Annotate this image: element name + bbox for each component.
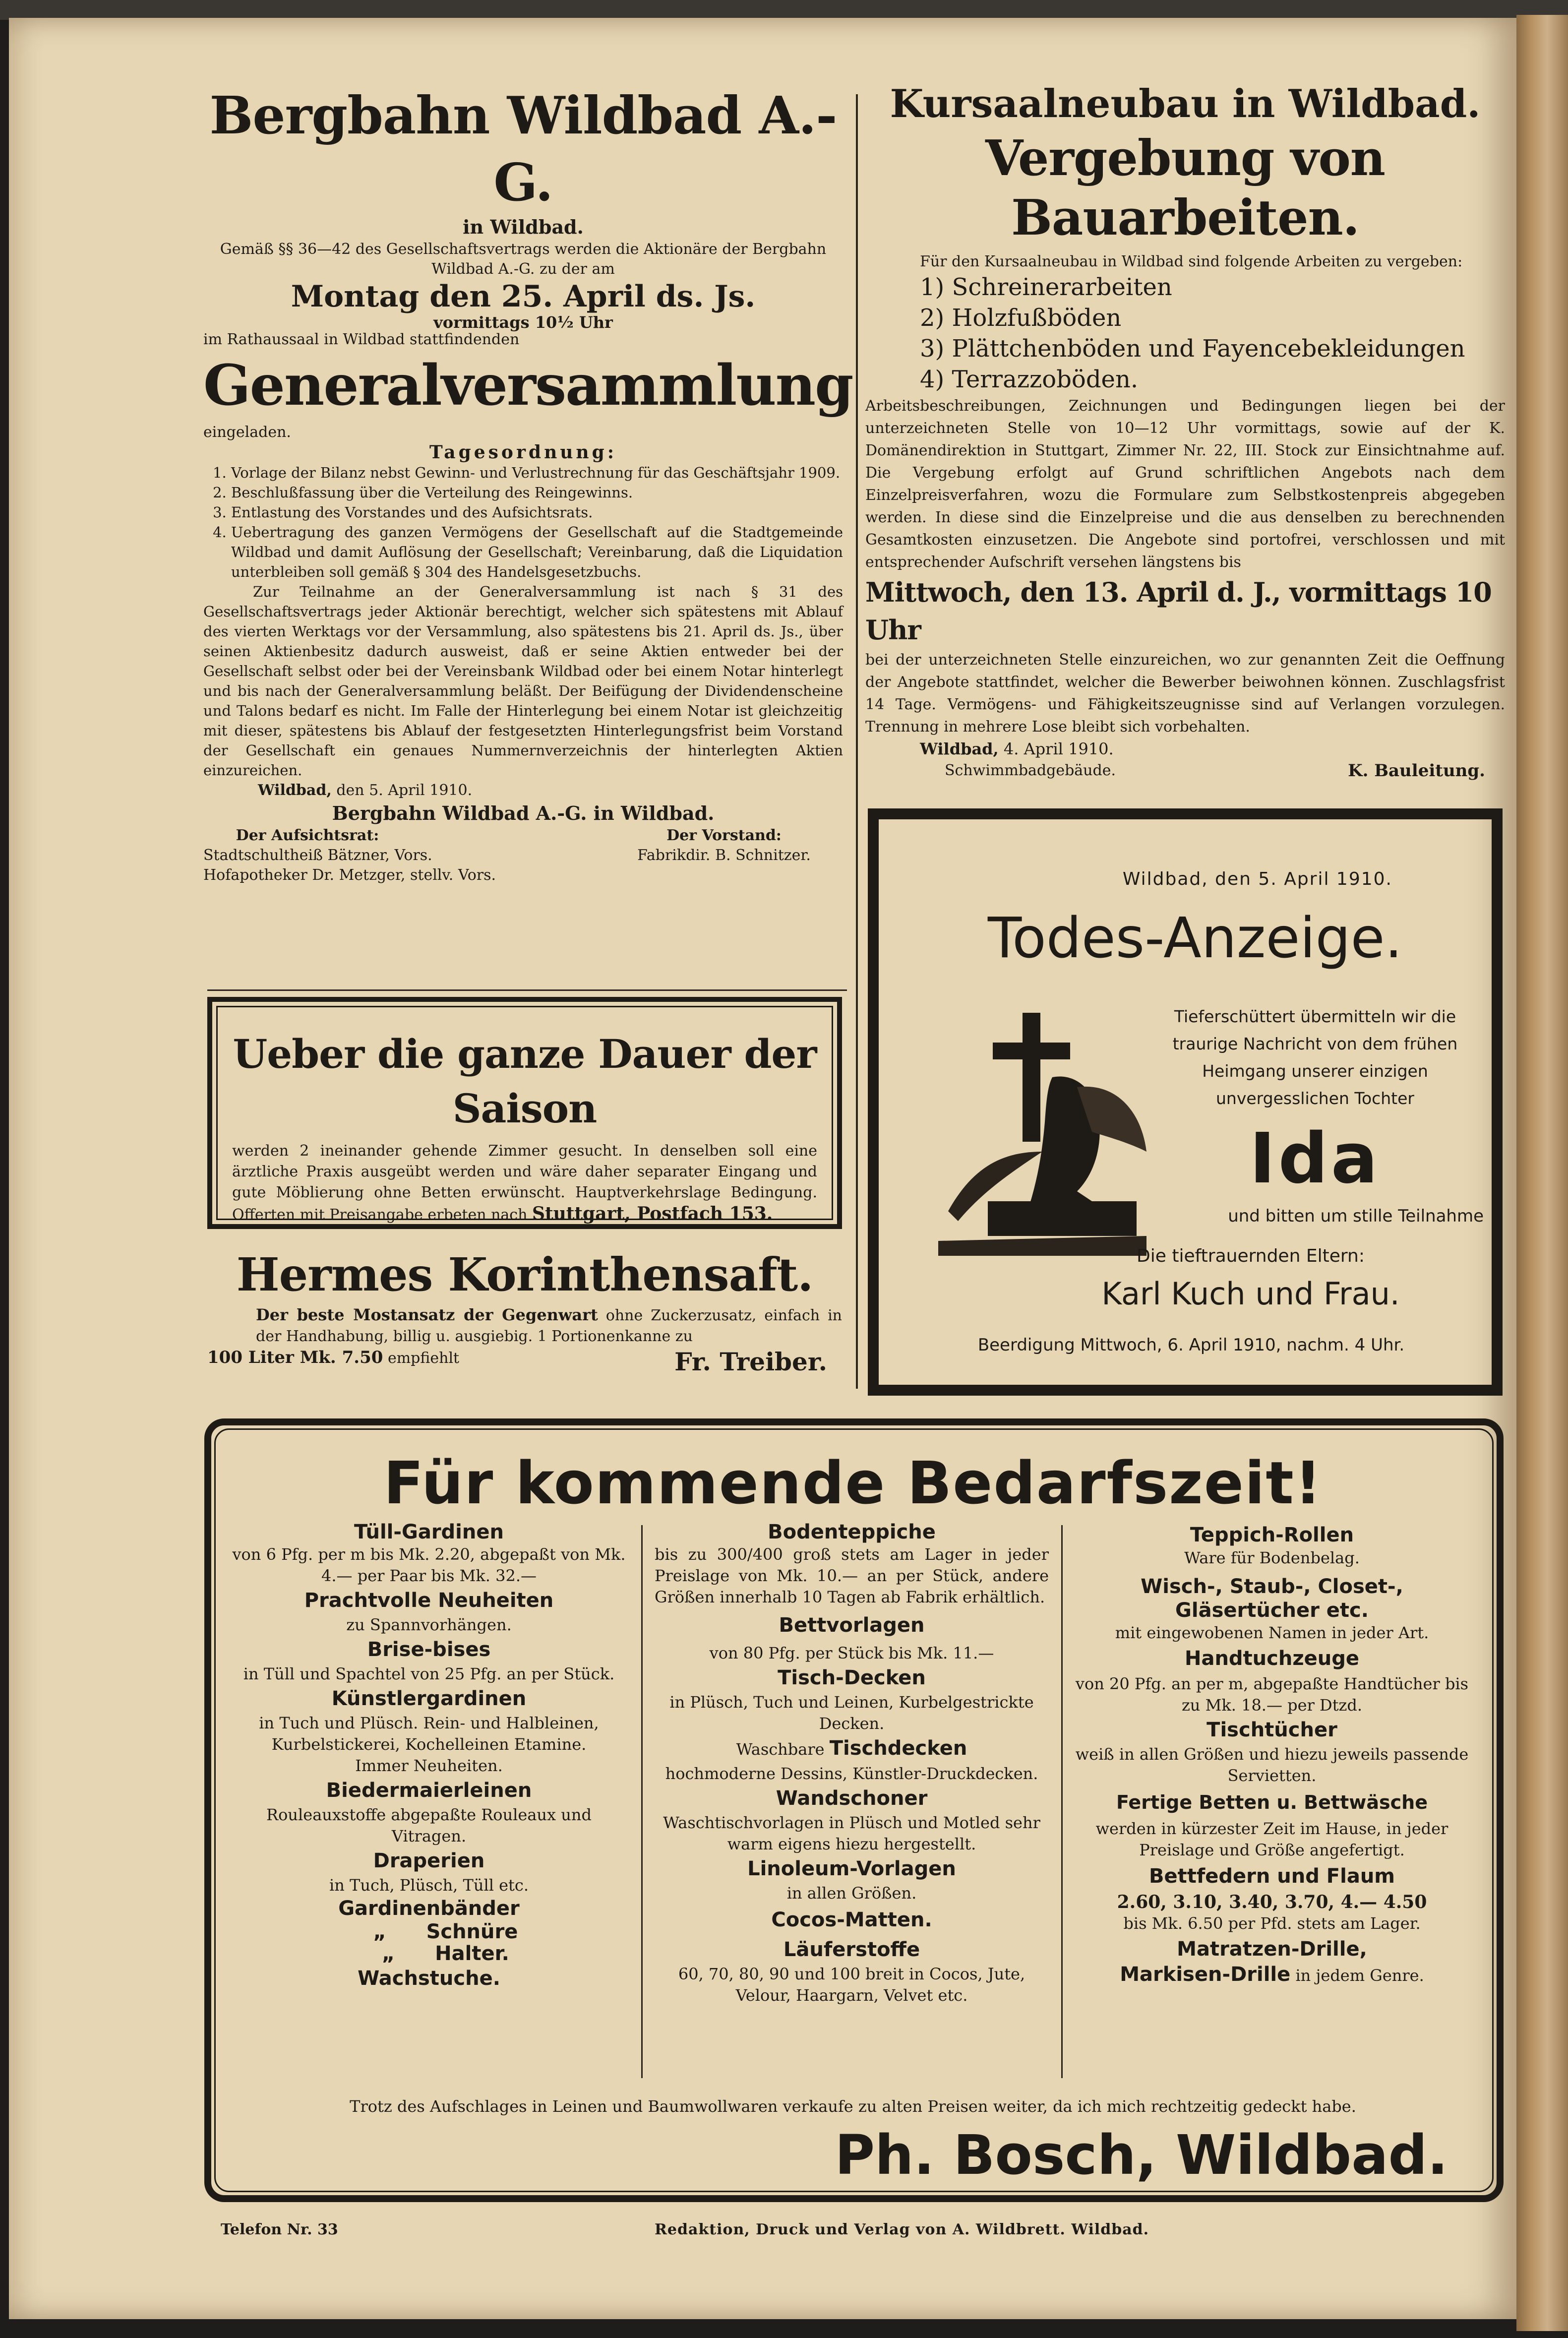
- tischdecken-text: hochmoderne Dessins, Künstler-Druckdecken.: [665, 1764, 1038, 1783]
- markisen-drille-heading: Markisen-Drille: [1120, 1963, 1291, 1986]
- saison-ad-frame: [207, 997, 842, 1229]
- ditto-mark: „: [382, 1942, 395, 1965]
- bettvorlagen-text: von 80 Pfg. per Stück bis Mk. 11.—: [709, 1644, 994, 1662]
- bodenteppiche-text: bis zu 300/400 groß stets am Lager in jeder Preislage von Mk. 10.— an per Stück, andere Größen innerhalb 10 Tagen ab Fabrik erhältlich.: [655, 1545, 1049, 1606]
- agenda-title: Tagesordnung:: [429, 442, 617, 463]
- work-item: 4) Terrazzoböden.: [920, 366, 1139, 393]
- handtuchzeuge-text: von 20 Pfg. an per m, abgepaßte Handtücher bis zu Mk. 18.— per Dtzd.: [1075, 1674, 1469, 1715]
- saison-address: Stuttgart, Postfach 153.: [532, 1203, 773, 1224]
- ditto-mark: „: [373, 1920, 386, 1943]
- kursaal-deadline: Mittwoch, den 13. April d. J., vormittags 10 Uhr: [865, 576, 1492, 646]
- bergbahn-body: Zur Teilnahme an der Generalversammlung ist nach § 31 des Gesellschaftsvertrags jeder Aktionär berechtigt, welcher sich spätestens mit Ablauf des vierten Werktags vor der Versammlung, also spätestens bis 21. April ds. Js., über seinen Aktienbesitz dadurch ausweist, daß er seine Aktien entweder bei der Gesellschaft selbst oder bei der Vereinsbank Wildbad oder bei einem Notar hinterlegt und bis nach der Generalversammlung beläßt. Der Beifügung der Dividendenscheine und Talons bedarf es nicht. Im Falle der Hinterlegung bei einem Notar ist gleichzeitig mit dieser, spätestens bis Ablauf der festgesetzten Hinterlegungsfrist beim Vorstand der Gesellschaft ein genaues Nummernverzeichnis der hinterlegten Aktien einzureichen.: [203, 583, 843, 779]
- bosch-col-divider-1: [641, 1525, 643, 2078]
- work-item: 1) Schreinerarbeiten: [920, 273, 1172, 301]
- kuenstlergardinen-text: in Tuch und Plüsch. Rein- und Halbleinen, Kurbelstickerei, Kochelleinen Etamine.: [259, 1714, 599, 1754]
- kursaal-dateline: [865, 738, 1505, 760]
- schnuere-line: [228, 1921, 630, 1943]
- bettfedern-prices: 2.60, 3.10, 3.40, 3.70, 4.— 4.50: [1117, 1892, 1427, 1912]
- hermes-price: 100 Liter Mk. 7.50: [207, 1348, 383, 1367]
- todes-funeral: Beerdigung Mittwoch, 6. April 1910, nachm. 4 Uhr.: [977, 1335, 1405, 1355]
- kursaal-title: Kursaalneubau in Wildbad.: [890, 81, 1481, 126]
- bergbahn-signature-company: Bergbahn Wildbad A.-G. in Wildbad.: [332, 802, 715, 824]
- kursaal-intro: Für den Kursaalneubau in Wildbad sind folgende Arbeiten zu vergeben:: [920, 253, 1463, 270]
- wachstuche-heading: Wachstuche.: [358, 1967, 500, 1990]
- generalversammlung-title: Generalversammlung: [203, 353, 853, 418]
- hermes-signature: Fr. Treiber.: [674, 1347, 827, 1376]
- biedermaierleinen-text: Rouleauxstoffe abgepaßte Rouleaux und Vitragen.: [266, 1805, 592, 1846]
- kursaal-signature: K. Bauleitung.: [1348, 761, 1485, 781]
- bosch-signature: Ph. Bosch, Wildbad.: [835, 2123, 1448, 2187]
- tuell-gardinen-text: von 6 Pfg. per m bis Mk. 2.20, abgepaßt von Mk. 4.— per Paar bis Mk. 32.—: [232, 1545, 626, 1585]
- tomb-base-icon: [988, 1201, 1137, 1236]
- saison-body: [232, 1141, 817, 1226]
- hermes-ad: [207, 1245, 842, 1377]
- saison-ad: [232, 1027, 817, 1226]
- scan-top-edge: [0, 0, 1568, 20]
- tuell-gardinen-heading: Tüll-Gardinen: [354, 1521, 504, 1543]
- todesanzeige-frame: [868, 808, 1503, 1396]
- kursaal-location: Schwimmbadgebäude.: [945, 762, 1116, 779]
- teppich-rollen-text: Ware für Bodenbelag.: [1184, 1548, 1360, 1567]
- kursaal-works: [865, 272, 1505, 395]
- markisen-drille-text: in jedem Genre.: [1295, 1966, 1424, 1985]
- tischdecken-prefix: Waschbare: [736, 1740, 825, 1759]
- draperien-heading: Draperien: [373, 1849, 485, 1872]
- bosch-col-divider-2: [1061, 1525, 1063, 2078]
- cross-vertical-icon: [1023, 1013, 1040, 1142]
- draperien-text: in Tuch, Plüsch, Tüll etc.: [329, 1876, 529, 1895]
- kursaal-dateline-place: Wildbad,: [920, 739, 999, 758]
- brise-bises-text: in Tüll und Spachtel von 25 Pfg. an per Stück.: [243, 1664, 615, 1683]
- vergebung-title: Vergebung von Bauarbeiten.: [985, 130, 1386, 246]
- todes-text: Tieferschüttert übermitteln wir die traurige Nachricht von dem frühen Heimgang unserer einzigen unvergesslichen Tochter: [1172, 1007, 1458, 1108]
- prachtvolle-neuheiten-text: zu Spannvorhängen.: [346, 1615, 512, 1634]
- agenda-item: 4. Uebertragung des ganzen Vermögens der Gesellschaft auf die Stadtgemeinde Wildbad und damit Auflösung der Gesellschaft; Vereinbarung, daß die Liquidation unterbleiben soll gemäß § 304 des Handelsgesetzbuchs.: [231, 522, 843, 582]
- bergbahn-dateline: [203, 780, 843, 801]
- teppich-rollen-heading: Teppich-Rollen: [1190, 1524, 1354, 1546]
- handtuchzeuge-heading: Handtuchzeuge: [1184, 1647, 1359, 1670]
- aufsichtsrat-member-1: Stadtschultheiß Bätzner, Vors.: [203, 847, 432, 864]
- fertige-betten-heading: Fertige Betten u. Bettwäsche: [1116, 1791, 1428, 1813]
- work-item: 3) Plättchenböden und Fayencebekleidungen: [920, 335, 1465, 363]
- column-divider: [856, 94, 858, 1389]
- bergbahn-intro: Gemäß §§ 36—42 des Gesellschaftsvertrags werden die Aktionäre der Bergbahn Wildbad A.-G. zu der am: [220, 241, 827, 278]
- todes-closing: und bitten um stille Teilnahme: [1228, 1206, 1484, 1226]
- linoleum-heading: Linoleum-Vorlagen: [747, 1857, 956, 1880]
- laeuferstoffe-heading: Läuferstoffe: [783, 1938, 920, 1961]
- book-binding-edge: [1516, 15, 1568, 2331]
- wisch-staub-heading: Wisch-, Staub-, Closet-, Gläsertücher etc.: [1141, 1575, 1403, 1622]
- saison-body-text: werden 2 ineinander gehende Zimmer gesucht. In denselben soll eine ärztliche Praxis ausgeübt werden und wäre daher separater Eingang und gute Möblierung ohne Betten erwünscht. Hauptverkehrslage Bedingung. Offerten mit Preisangabe erbeten nach: [232, 1142, 817, 1224]
- todes-dateline: Wildbad, den 5. April 1910.: [1122, 869, 1392, 889]
- tisch-decken-text: in Plüsch, Tuch und Leinen, Kurbelgestrickte Decken.: [669, 1693, 1034, 1733]
- matratzen-drille-heading: Matratzen-Drille,: [1177, 1938, 1367, 1961]
- bosch-note: Trotz des Aufschlages in Leinen und Baumwollwaren verkaufe zu alten Preisen weiter, da ich mich rechtzeitig gedeckt habe.: [350, 2097, 1356, 2116]
- vorstand-label: Der Vorstand:: [666, 827, 782, 844]
- prachtvolle-neuheiten-heading: Prachtvolle Neuheiten: [304, 1589, 554, 1612]
- bettvorlagen-heading: Bettvorlagen: [779, 1614, 925, 1637]
- kursaal-dateline-date: 4. April 1910.: [1003, 739, 1114, 758]
- wisch-staub-text: mit eingewobenen Namen in jeder Art.: [1115, 1623, 1429, 1642]
- todes-name: Ida: [1249, 1118, 1381, 1199]
- bettfedern-text: bis Mk. 6.50 per Pfd. stets am Lager.: [1123, 1914, 1421, 1933]
- bosch-headline: Für kommende Bedarfszeit!: [383, 1449, 1323, 1517]
- tischdecken-heading: Tischdecken: [829, 1737, 967, 1760]
- hermes-lead: Der beste Mostansatz der Gegenwart: [256, 1305, 598, 1324]
- kuenstlergardinen-neuheiten: Immer Neuheiten.: [355, 1756, 503, 1775]
- vorstand-member-1: Fabrikdir. B. Schnitzer.: [637, 847, 811, 864]
- aufsichtsrat-member-2: Hofapotheker Dr. Metzger, stellv. Vors.: [203, 866, 496, 884]
- halter-heading: Halter.: [435, 1942, 509, 1965]
- kursaal-body-1: Arbeitsbeschreibungen, Zeichnungen und Bedingungen liegen bei der unterzeichneten Stelle von 10—12 Uhr vormittags, sowie auf der K. Domänendirektion in Stuttgart, Zimmer Nr. 22, III. Stock zur Einsichtnahme auf. Die Vergebung erfolgt auf Grund schriftlichen Angebots nach dem Einzelpreisverfahren, wozu die Formulare zum Selbstkostenpreis abgegeben werden. In diese sind die Einzelpreise und die aus denselben zu berechnenden Gesamtkosten einzusetzen. Die Angebote sind portofrei, verschlossen und mit entsprechender Aufschrift versehen längstens bis: [865, 397, 1505, 571]
- kursaal-footer: [865, 760, 1505, 785]
- bosch-column-1: [228, 1520, 630, 1992]
- bergbahn-dateline-date: den 5. April 1910.: [336, 782, 473, 799]
- wandschoner-text: Waschtischvorlagen in Plüsch und Motled sehr warm eigens hiezu hergestellt.: [663, 1813, 1040, 1853]
- cross-horizontal-icon: [993, 1043, 1070, 1059]
- kursaal-body-2: bei der unterzeichneten Stelle einzureichen, wo zur genannten Zeit die Oeffnung der Angebote stattfindet, welcher die Bewerber beiwohnen können. Zuschlagsfrist 14 Tage. Vermögens- und Fähigkeitszeugnisse sind auf Verlangen vorzulegen. Trennung in mehrere Lose bleibt sich vorbehalten.: [865, 651, 1505, 736]
- work-item: 2) Holzfußböden: [920, 304, 1122, 332]
- bergbahn-invited: eingeladen.: [203, 424, 291, 441]
- agenda-item: 2. Beschlußfassung über die Verteilung des Reingewinns.: [231, 483, 843, 502]
- laeuferstoffe-text: 60, 70, 80, 90 und 100 breit in Cocos, Jute, Velour, Haargarn, Velvet etc.: [678, 1965, 1025, 2005]
- kuenstlergardinen-heading: Künstlergardinen: [331, 1687, 527, 1710]
- bodenteppiche-heading: Bodenteppiche: [768, 1521, 936, 1543]
- agenda-item: 1. Vorlage der Bilanz nebst Gewinn- und Verlustrechnung für das Geschäftsjahr 1909.: [231, 463, 843, 483]
- fertige-betten-text: werden in kürzester Zeit im Hause, in jeder Preislage und Größe angefertigt.: [1095, 1819, 1448, 1859]
- tischtuecher-text: weiß in allen Größen und hiezu jeweils passende Servietten.: [1075, 1745, 1469, 1785]
- agenda-list: [203, 463, 843, 582]
- todes-parents-label: Die tieftrauernden Eltern:: [1137, 1246, 1365, 1266]
- bergbahn-signatures: [203, 826, 843, 890]
- agenda-item: 3. Entlastung des Vorstandes und des Aufsichtsrats.: [231, 502, 843, 522]
- bergbahn-place: im Rathaussaal in Wildbad stattfindenden: [203, 331, 520, 348]
- todes-parents: Karl Kuch und Frau.: [1101, 1276, 1400, 1312]
- todes-title: Todes-Anzeige.: [987, 906, 1403, 971]
- wandschoner-heading: Wandschoner: [776, 1787, 928, 1810]
- divider-bergbahn-saison: [207, 989, 847, 991]
- bergbahn-subtitle: in Wildbad.: [463, 216, 584, 238]
- bergbahn-time: vormittags 10½ Uhr: [433, 313, 613, 332]
- bosch-column-2: [650, 1520, 1054, 2006]
- biedermaierleinen-heading: Biedermaierleinen: [326, 1779, 532, 1802]
- bergbahn-date: Montag den 25. April ds. Js.: [291, 279, 756, 314]
- bergbahn-ad: [203, 82, 853, 890]
- tischdecken-line: [650, 1734, 1054, 1763]
- bosch-column-3: [1069, 1523, 1475, 1986]
- brise-bises-heading: Brise-bises: [367, 1638, 491, 1661]
- bergbahn-title: Bergbahn Wildbad A.-G.: [209, 85, 837, 213]
- footer-telephone: Telefon Nr. 33: [221, 2221, 338, 2238]
- vorstand-block: [605, 826, 843, 865]
- tisch-decken-heading: Tisch-Decken: [778, 1666, 926, 1689]
- bettfedern-heading: Bettfedern und Flaum: [1149, 1865, 1395, 1888]
- halter-line: [228, 1943, 630, 1965]
- cocos-matten-heading: Cocos-Matten.: [771, 1908, 932, 1931]
- aufsichtsrat-label: Der Aufsichtsrat:: [236, 827, 379, 844]
- hermes-body: [207, 1304, 842, 1347]
- linoleum-text: in allen Größen.: [786, 1884, 917, 1903]
- bergbahn-dateline-place: Wildbad,: [258, 782, 332, 799]
- hermes-title: Hermes Korinthensaft.: [236, 1248, 813, 1301]
- saison-title: Ueber die ganze Dauer der Saison: [233, 1031, 817, 1132]
- hermes-bottom-line: [207, 1347, 842, 1377]
- hermes-body-text: ohne Zuckerzusatz, einfach in der Handhabung, billig u. ausgiebig. 1 Portionenkanne zu: [256, 1307, 842, 1345]
- grave-angel-illustration: [928, 1003, 1156, 1261]
- kursaal-ad: [865, 79, 1505, 785]
- footer-imprint: Redaktion, Druck und Verlag von A. Wildbrett. Wildbad.: [655, 2221, 1149, 2238]
- tischtuecher-heading: Tischtücher: [1206, 1719, 1337, 1741]
- gardinenbaender-heading: Gardinenbänder: [338, 1897, 520, 1920]
- aufsichtsrat-block: [203, 826, 590, 885]
- markisen-line: [1069, 1964, 1475, 1986]
- hermes-recommend: empfiehlt: [387, 1350, 460, 1367]
- schnuere-heading: Schnüre: [426, 1920, 518, 1943]
